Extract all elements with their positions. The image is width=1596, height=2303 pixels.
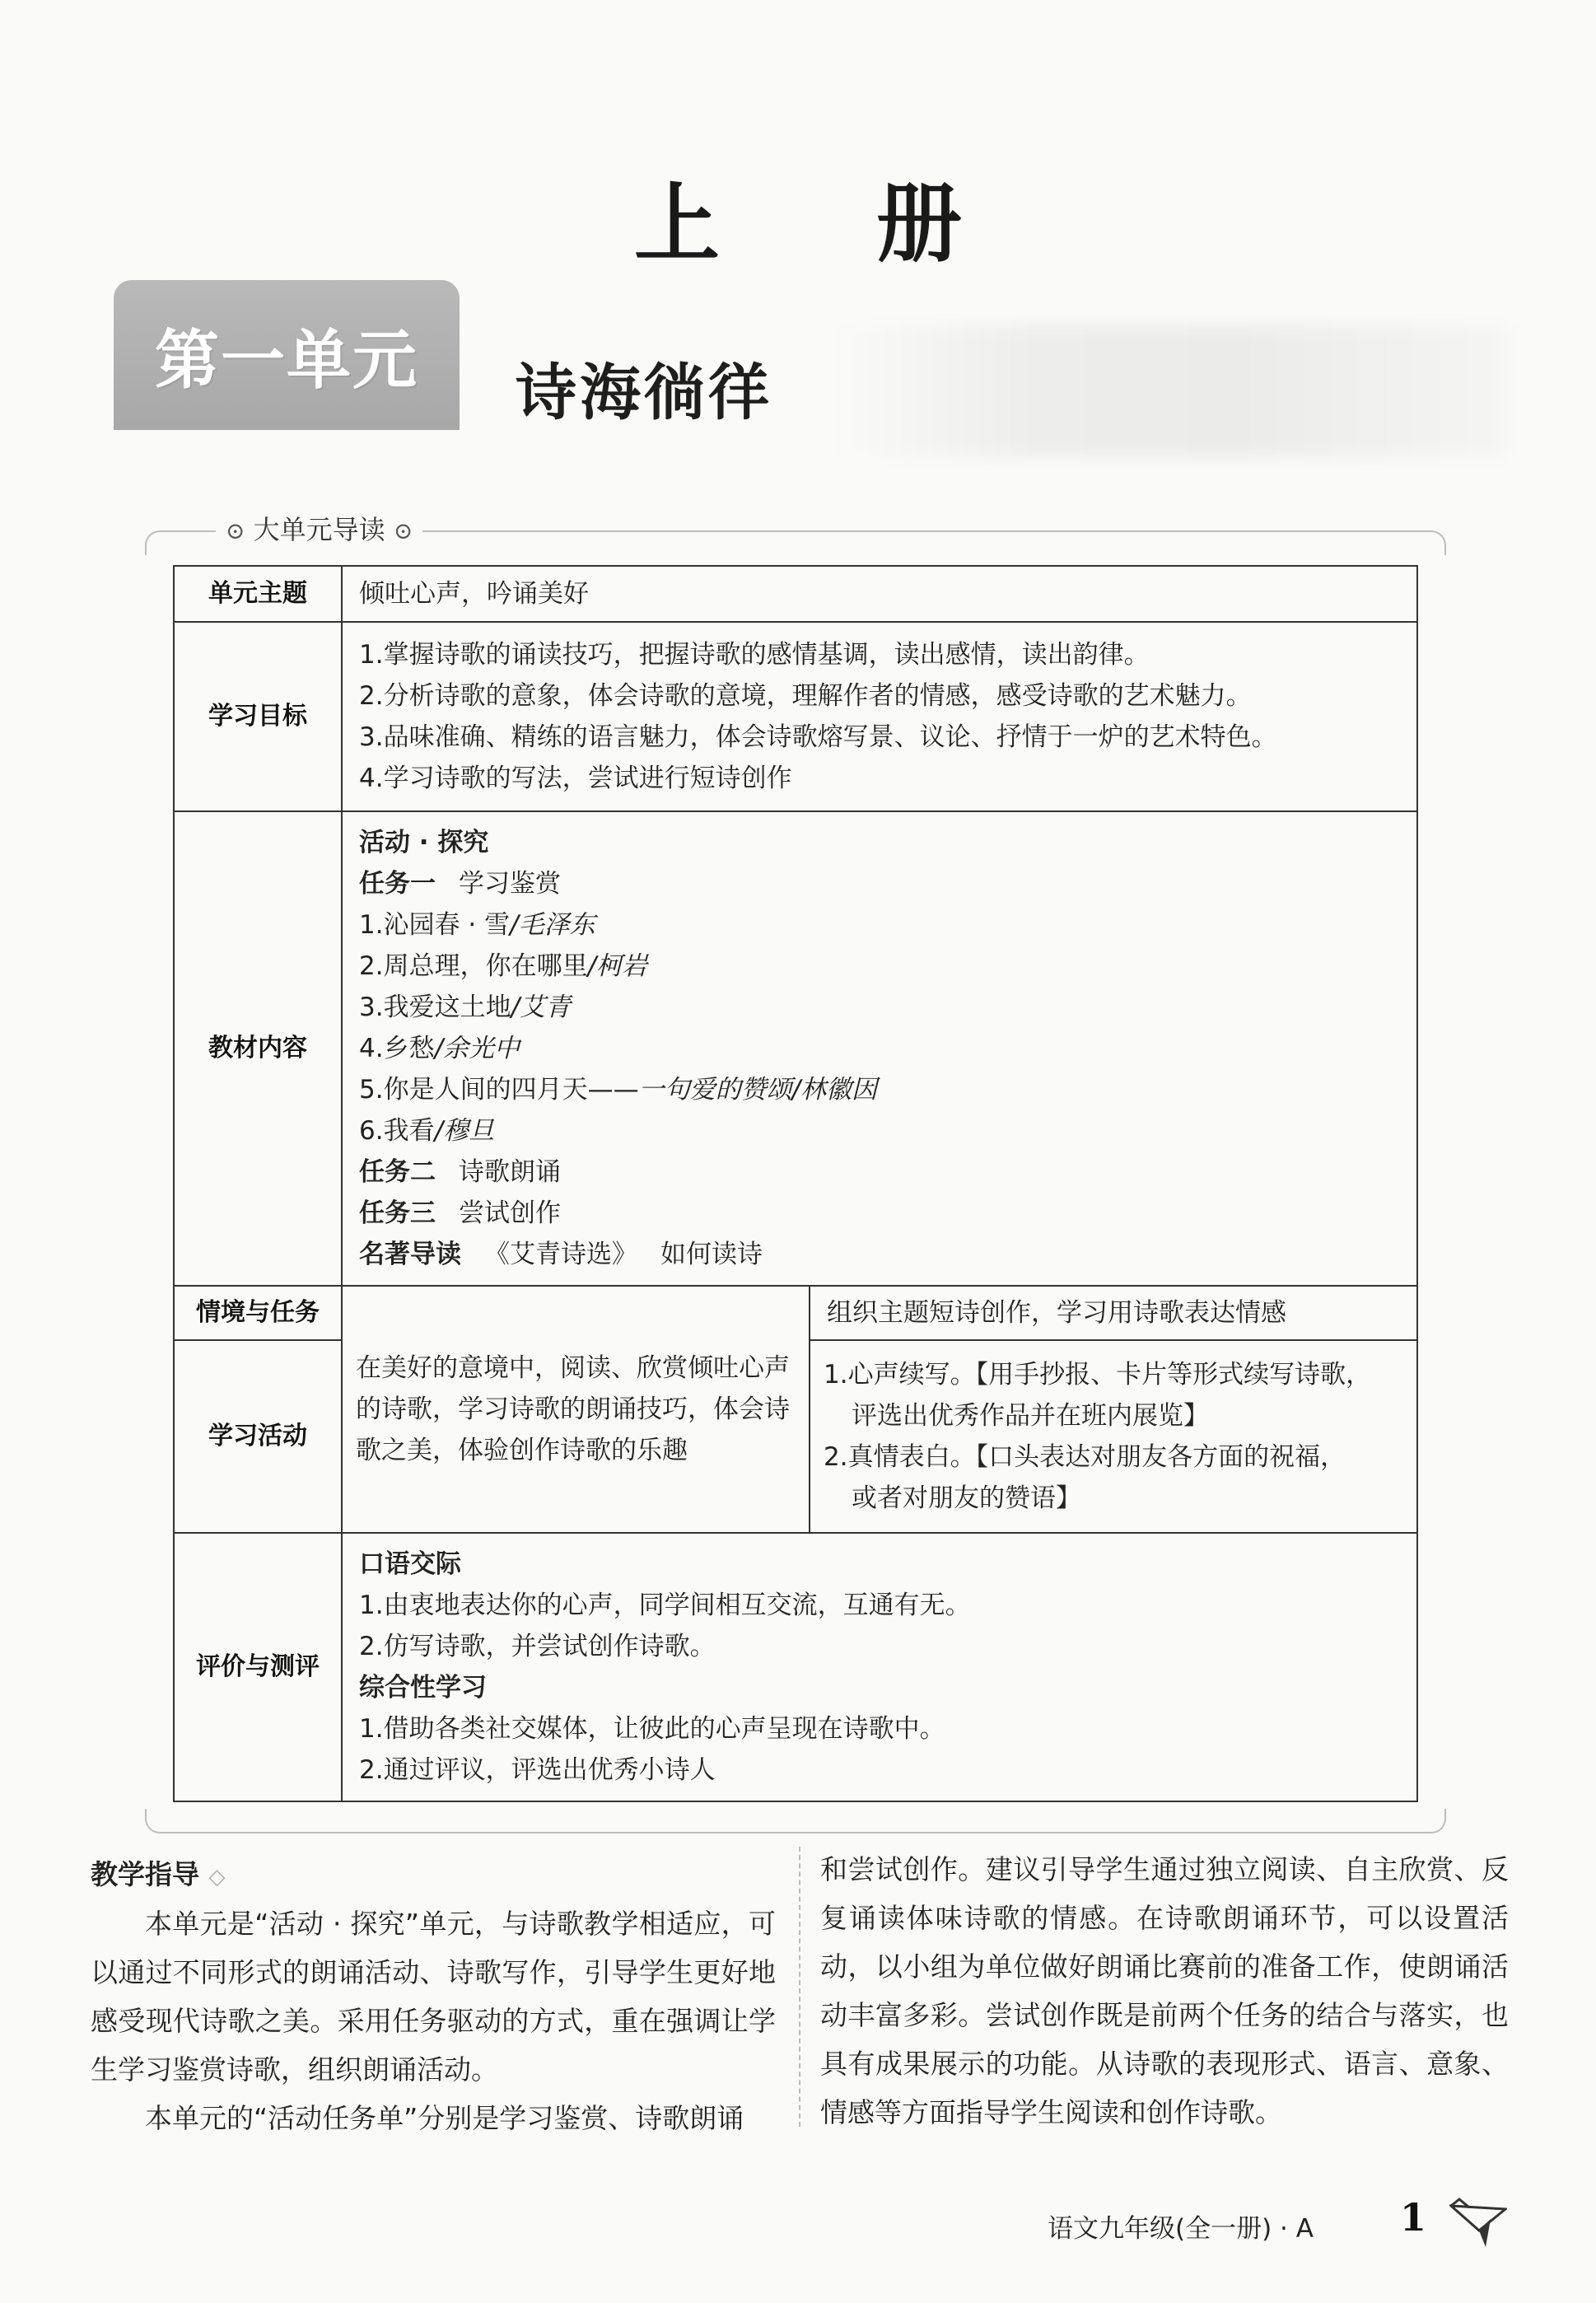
- poem-title: 1.沁园春 · 雪: [359, 910, 511, 940]
- oral-label: 口语交际: [359, 1549, 461, 1579]
- poem-title: 2.周总理，你在哪里: [359, 951, 588, 981]
- poem-author: /艾青: [511, 993, 572, 1022]
- goal-item: 1.掌握诗歌的诵读技巧，把握诗歌的感情基调，读出感情，读出韵律。: [359, 640, 1150, 670]
- oral-item: 1.由衷地表达你的心声，同学间相互交流，互通有无。: [359, 1591, 971, 1620]
- task-line: [359, 863, 1400, 904]
- oral-item: 2.仿写诗歌，并尝试创作诗歌。: [359, 1632, 716, 1661]
- footer-book-title: 语文九年级(全一册) · A: [1048, 2214, 1314, 2244]
- row-goals: [174, 622, 1417, 811]
- guide-paragraph: 本单元是“活动 · 探究”单元，与诗歌教学相适应，可以通过不同形式的朗诵活动、诗歌写作，引导学生更好地感受现代诗歌之美。采用任务驱动的方式，重在强调让学生学习鉴赏诗歌，组织朗诵活动。: [91, 1908, 776, 2086]
- activities-cell: [810, 1340, 1417, 1533]
- background-smudge: [832, 325, 1507, 457]
- guide-label-text: 大单元导读: [253, 514, 385, 545]
- task-label: 任务三: [359, 1198, 436, 1228]
- poem-title: 5.你是人间的四月天——: [359, 1075, 639, 1105]
- task-label: 任务二: [359, 1157, 436, 1187]
- task-label: 任务一: [359, 869, 436, 899]
- poem-title: 3.我爱这土地: [359, 993, 511, 1022]
- classic-name: 如何读诗: [660, 1240, 763, 1269]
- paper-plane-icon: [1449, 2198, 1507, 2249]
- activity-item: 2.真情表白。【口头表达对朋友各方面的祝福，: [824, 1442, 1346, 1472]
- guide-column-right: 和尝试创作。建议引导学生通过独立阅读、自主欣赏、反复诵读体味诗歌的情感。在诗歌朗诵环节，可以设置活动，以小组为单位做好朗诵比赛前的准备工作，使朗诵活动丰富多彩。尝试创作既是前两个任务的结合与落实，也具有成果展示的功能。从诗歌的表现形式、语言、意象、情感等方面指导学生阅读和创作诗歌。: [820, 1853, 1509, 2128]
- unit-label-box: [114, 280, 460, 430]
- teaching-guide: [91, 1853, 1596, 2133]
- classic-label: 名著导读: [359, 1240, 461, 1269]
- row-evaluation: [174, 1533, 1417, 1801]
- guide-frame-bottom: [145, 1809, 1446, 1834]
- poem-author: 一句爱的赞颂/林徽因: [638, 1075, 878, 1105]
- activity-label: 活动 · 探究: [359, 828, 489, 857]
- unit-label: 第一单元: [154, 324, 418, 398]
- poem-author: /毛泽东: [510, 910, 595, 940]
- poem-title: 6.我看: [359, 1116, 435, 1146]
- teaching-guide-title: [91, 1853, 226, 1892]
- page-title: 上册: [633, 174, 1118, 274]
- row-head: 学习活动: [174, 1340, 342, 1533]
- poem-title: 4.乡愁: [359, 1034, 435, 1063]
- row-content: [174, 811, 1417, 1286]
- activity-item-cont: 评选出优秀作品并在班内展览】: [852, 1401, 1209, 1431]
- poem-item: [359, 1110, 1400, 1152]
- row-situation: [174, 1286, 1417, 1340]
- poem-item: [359, 946, 1400, 987]
- task-line: [359, 1193, 1400, 1234]
- circle-dot-icon: ⊙: [393, 517, 413, 544]
- poem-author: /余光中: [434, 1034, 520, 1063]
- task-line: [359, 1152, 1400, 1193]
- comp-item: 1.借助各类社交媒体，让彼此的心声呈现在诗歌中。: [359, 1714, 945, 1744]
- goal-item: 3.品味准确、精练的语言魅力，体会诗歌熔写景、议论、抒情于一炉的艺术特色。: [359, 722, 1277, 752]
- guide-label: [216, 509, 422, 547]
- content-cell: [342, 811, 1417, 1286]
- teaching-guide-title-text: 教学指导: [91, 1858, 199, 1890]
- row-head: 单元主题: [174, 566, 342, 622]
- classic-book: 《艾青诗选》: [484, 1240, 637, 1269]
- poem-author: /柯岩: [587, 951, 648, 981]
- unit-title: 诗海徜徉: [516, 357, 772, 428]
- poem-item: [359, 987, 1400, 1028]
- poem-item: [359, 904, 1400, 946]
- goal-item: 4.学习诗歌的写法，尝试进行短诗创作: [359, 764, 792, 793]
- row-head: 教材内容: [174, 811, 342, 1286]
- unit-overview-table: [173, 565, 1418, 1802]
- theme-value: 倾吐心声，吟诵美好: [342, 566, 1417, 622]
- goal-item: 2.分析诗歌的意象，体会诗歌的意境，理解作者的情感，感受诗歌的艺术魅力。: [359, 681, 1252, 711]
- comp-label: 综合性学习: [359, 1673, 487, 1703]
- row-head: 学习目标: [174, 622, 342, 811]
- comp-item: 2.通过评议，评选出优秀小诗人: [359, 1755, 716, 1785]
- poem-author: /穆旦: [434, 1116, 495, 1146]
- guide-column-left: [91, 1899, 776, 2142]
- situation-right: 组织主题短诗创作，学习用诗歌表达情感: [810, 1286, 1417, 1340]
- activity-item-cont: 或者对朋友的赞语】: [852, 1483, 1081, 1513]
- guide-paragraph: 本单元的“活动任务单”分别是学习鉴赏、诗歌朗诵: [145, 2102, 744, 2134]
- row-theme: [174, 566, 1417, 622]
- evaluation-cell: [342, 1533, 1417, 1801]
- task-name: 尝试创作: [459, 1198, 561, 1228]
- page-number: 1: [1400, 2195, 1427, 2240]
- row-head: 情境与任务: [174, 1286, 342, 1340]
- row-head: 评价与测评: [174, 1533, 342, 1801]
- poem-item: [359, 1028, 1400, 1069]
- diamond-icon: ◇: [208, 1865, 226, 1890]
- task-name: 学习鉴赏: [459, 869, 561, 899]
- situation-left: 在美好的意境中，阅读、欣赏倾吐心声的诗歌，学习诗歌的朗诵技巧，体会诗歌之美，体验创作诗歌的乐趣: [342, 1286, 810, 1533]
- classic-reading-line: [359, 1234, 1400, 1275]
- circle-dot-icon: ⊙: [226, 517, 245, 544]
- activity-item: 1.心声续写。【用手抄报、卡片等形式续写诗歌，: [824, 1360, 1372, 1390]
- column-divider: [799, 1847, 800, 2127]
- goals-cell: [342, 622, 1417, 811]
- task-name: 诗歌朗诵: [459, 1157, 561, 1187]
- poem-item: [359, 1069, 1400, 1110]
